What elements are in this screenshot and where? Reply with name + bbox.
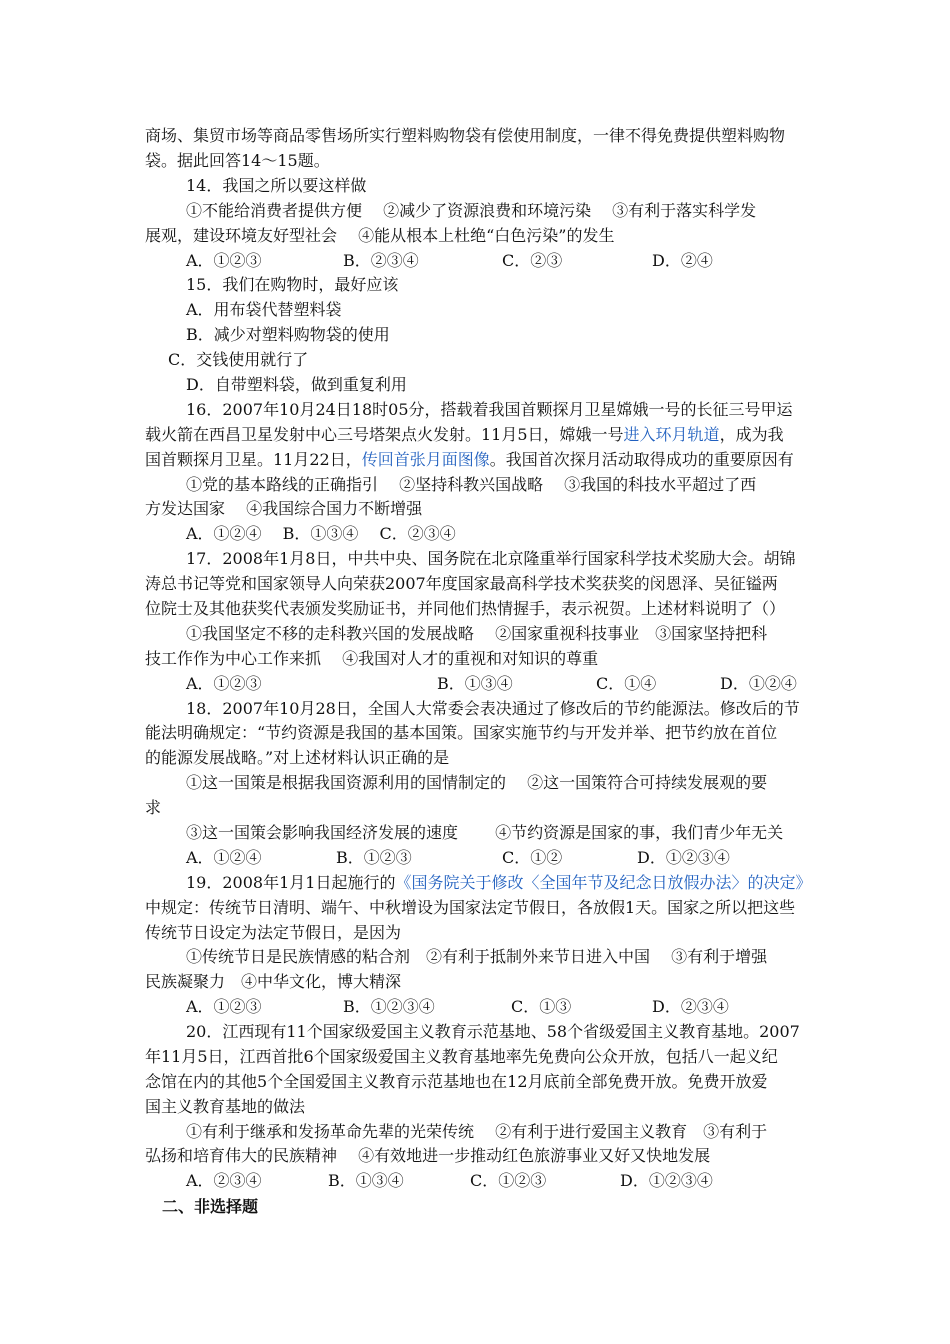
q20-line-4: 国主义教育基地的做法 [145,1097,306,1116]
q19-line-3: 传统节日设定为法定节假日，是因为 [145,923,402,942]
q16-line-1: 16．2007年10月24日18时05分，搭载着我国首颗探月卫星嫦娥一号的长征三号甲运 [186,400,793,419]
q20-option-c: C．①②③ [470,1171,547,1190]
q15-stem: 15．我们在购物时，最好应该 [186,275,399,294]
q14-statements-1: ①不能给消费者提供方便 ②减少了资源浪费和环境污染 ③有利于落实科学发 [186,201,757,220]
q18-option-a: A．①②④ [186,848,262,867]
q14-option-b: B．②③④ [343,251,419,270]
q16-line-3-text: 国首颗探月卫星。11月22日， [145,450,362,469]
q15-option-c: C．交钱使用就行了 [168,350,309,369]
q17-line-1: 17．2008年1月8日，中共中央、国务院在北京隆重举行国家科学技术奖励大会。胡锦 [186,549,796,568]
q19-option-a: A．①②③ [186,997,262,1016]
q17-line-2: 涛总书记等党和国家领导人向荣获2007年度国家最高科学技术奖获奖的闵恩泽、吴征镒两 [145,574,778,593]
q19-option-d: D．②③④ [652,997,729,1016]
q16-line-3-tail: 。我国首次探月活动取得成功的重要原因有 [489,450,794,469]
q16-line-3 [145,448,815,473]
q18-line-2: 能法明确规定：“节约资源是我国的基本国策。国家实施节约与开发并举、把节约放在首位 [145,723,778,742]
q17-statements-2: 技工作作为中心工作来抓 ④我国对人才的重视和对知识的尊重 [145,649,599,668]
q19-line-2: 中规定：传统节日清明、端午、中秋增设为国家法定节假日，各放假1天。国家之所以把这些 [145,898,796,917]
q18-statements-3: ③这一国策会影响我国经济发展的速度 ④节约资源是国家的事，我们青少年无关 [186,823,784,842]
q18-statements-2: 求 [145,798,162,817]
q16-line-2 [145,423,815,448]
q18-line-1: 18．2007年10月28日，全国人大常委会表决通过了修改后的节约能源法。修改后的节 [186,699,800,718]
q18-line-3: 的能源发展战略。”对上述材料认识正确的是 [145,748,450,767]
q16-statements-1: ①党的基本路线的正确指引 ②坚持科教兴国战略 ③我国的科技水平超过了西 [186,475,757,494]
q19-line-1-text: 19．2008年1月1日起施行的 [186,873,396,892]
q20-option-d: D．①②③④ [620,1171,713,1190]
q20-statements-2: 弘扬和培育伟大的民族精神 ④有效地进一步推动红色旅游事业又好又快地发展 [145,1146,711,1165]
q16-options: A．①②④ B．①③④ C．②③④ [186,524,456,543]
q14-option-c: C．②③ [502,251,563,270]
q16-line-2-tail: ，成为我 [719,425,784,444]
q15-option-b: B．减少对塑料购物袋的使用 [186,325,390,344]
q20-option-b: B．①③④ [328,1171,404,1190]
q16-statements-2: 方发达国家 ④我国综合国力不断增强 [145,499,423,518]
q20-line-2: 年11月5日，江西首批6个国家级爱国主义教育基地率先免费向公众开放，包括八一起义纪 [145,1047,778,1066]
q19-option-b: B．①②③④ [343,997,435,1016]
q15-option-d: D．自带塑料袋，做到重复利用 [186,375,407,394]
q16-line-2-text: 载火箭在西昌卫星发射中心三号塔架点火发射。11月5日，嫦娥一号 [145,425,624,444]
q16-orbit-link[interactable]: 进入环月轨道 [623,425,720,444]
q20-line-1: 20．江西现有11个国家级爱国主义教育示范基地、58个省级爱国主义教育基地。2007 [186,1022,800,1041]
q14-option-d: D．②④ [652,251,713,270]
q19-decision-link[interactable]: 《国务院关于修改〈全国年节及纪念日放假办法〉的决定》 [395,873,812,892]
intro-line-1: 商场、集贸市场等商品零售场所实行塑料购物袋有偿使用制度，一律不得免费提供塑料购物 [145,126,786,145]
q20-line-3: 念馆在内的其他5个全国爱国主义教育示范基地也在12月底前全部免费开放。免费开放爱 [145,1072,768,1091]
q15-option-a: A．用布袋代替塑料袋 [186,300,342,319]
q19-option-c: C．①③ [511,997,572,1016]
q18-option-d: D．①②③④ [637,848,730,867]
q18-statements-1: ①这一国策是根据我国资源利用的国情制定的 ②这一国策符合可持续发展观的要 [186,773,768,792]
q20-statements-1: ①有利于继承和发扬革命先辈的光荣传统 ②有利于进行爱国主义教育 ③有利于 [186,1122,768,1141]
q17-option-c: C．①④ [596,674,657,693]
q14-stem: 14．我国之所以要这样做 [186,176,367,195]
intro-line-2: 袋。据此回答14～15题。 [145,151,330,170]
q17-option-b: B．①③④ [437,674,513,693]
section-2-heading: 二、非选择题 [162,1197,259,1216]
q17-option-d: D．①②④ [720,674,797,693]
q14-option-a: A．①②③ [186,251,262,270]
q19-line-1 [186,871,815,896]
q16-image-link[interactable]: 传回首张月面图像 [361,450,490,469]
q17-statements-1: ①我国坚定不移的走科教兴国的发展战略 ②国家重视科技事业 ③国家坚持把科 [186,624,768,643]
q20-option-a: A．②③④ [186,1171,262,1190]
q14-statements-2: 展观，建设环境友好型社会 ④能从根本上杜绝“白色污染”的发生 [145,226,615,245]
q18-option-c: C．①② [502,848,563,867]
q19-statements-2: 民族凝聚力 ④中华文化，博大精深 [145,972,402,991]
q18-option-b: B．①②③ [336,848,412,867]
q17-line-3: 位院士及其他获奖代表颁发奖励证书，并同他们热情握手，表示祝贺。上述材料说明了（） [145,599,786,618]
q19-statements-1: ①传统节日是民族情感的粘合剂 ②有利于抵制外来节日进入中国 ③有利于增强 [186,947,768,966]
q17-option-a: A．①②③ [186,674,262,693]
